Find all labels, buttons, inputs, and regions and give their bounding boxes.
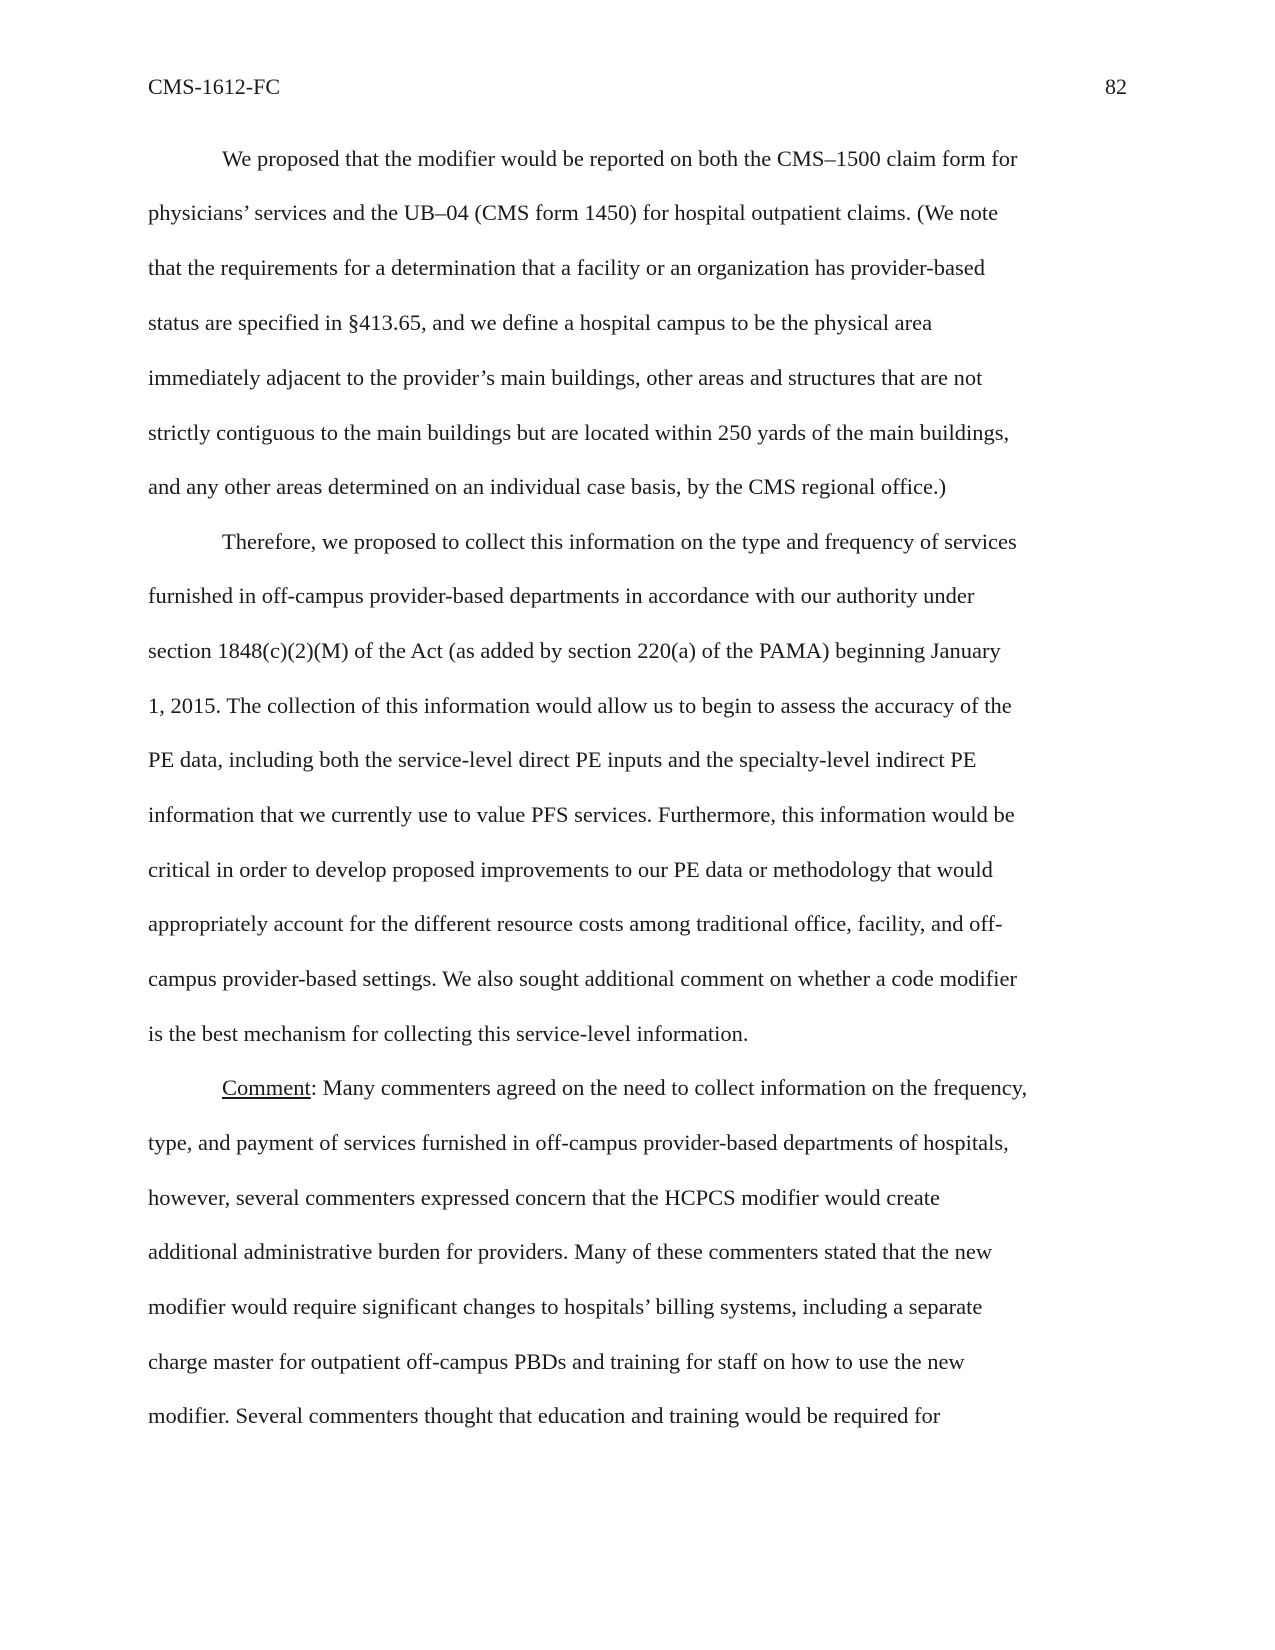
body-line: is the best mechanism for collecting this service-level information. bbox=[148, 1021, 749, 1046]
body-line: modifier. Several commenters thought that education and training would be required for bbox=[148, 1403, 941, 1428]
body-line: We proposed that the modifier would be reported on both the CMS–1500 claim form for bbox=[222, 146, 1018, 171]
body-line: 1, 2015. The collection of this information would allow us to begin to assess the accuracy of the bbox=[148, 693, 1012, 718]
body-line: modifier would require significant changes to hospitals’ billing systems, including a separate bbox=[148, 1294, 983, 1319]
body-line: : Many commenters agreed on the need to collect information on the frequency, bbox=[310, 1075, 1028, 1100]
body-line: however, several commenters expressed concern that the HCPCS modifier would create bbox=[148, 1185, 940, 1210]
body-line: section 1848(c)(2)(M) of the Act (as added by section 220(a) of the PAMA) beginning January bbox=[148, 638, 1001, 663]
document-id: CMS-1612-FC bbox=[148, 74, 281, 99]
body-line: additional administrative burden for providers. Many of these commenters stated that the new bbox=[148, 1239, 993, 1264]
body-line: physicians’ services and the UB–04 (CMS form 1450) for hospital outpatient claims. (We note bbox=[148, 200, 999, 225]
body-line: appropriately account for the different resource costs among traditional office, facility, and off- bbox=[148, 911, 1003, 936]
body-line: and any other areas determined on an individual case basis, by the CMS regional office.) bbox=[148, 474, 947, 499]
body-line: immediately adjacent to the provider’s main buildings, other areas and structures that are not bbox=[148, 365, 983, 390]
body-line: campus provider-based settings. We also sought additional comment on whether a code modifier bbox=[148, 966, 1017, 991]
body-line: charge master for outpatient off-campus PBDs and training for staff on how to use the new bbox=[148, 1349, 965, 1374]
body-line: type, and payment of services furnished in off-campus provider-based departments of hospitals, bbox=[148, 1130, 1009, 1155]
body-line: information that we currently use to value PFS services. Furthermore, this information would be bbox=[148, 802, 1015, 827]
body-line: PE data, including both the service-level direct PE inputs and the specialty-level indirect PE bbox=[148, 747, 977, 772]
body-line: strictly contiguous to the main buildings but are located within 250 yards of the main buildings, bbox=[148, 420, 1010, 445]
page-number: 82 bbox=[1105, 74, 1127, 99]
body-line: critical in order to develop proposed improvements to our PE data or methodology that would bbox=[148, 857, 993, 882]
body-line: furnished in off-campus provider-based departments in accordance with our authority under bbox=[148, 583, 975, 608]
body-line: that the requirements for a determination that a facility or an organization has provider-based bbox=[148, 255, 985, 280]
body-line: Therefore, we proposed to collect this information on the type and frequency of services bbox=[222, 529, 1017, 554]
comment-paragraph-line bbox=[222, 1074, 1027, 1102]
body-line: status are specified in §413.65, and we define a hospital campus to be the physical area bbox=[148, 310, 933, 335]
comment-label: Comment bbox=[222, 1075, 311, 1100]
